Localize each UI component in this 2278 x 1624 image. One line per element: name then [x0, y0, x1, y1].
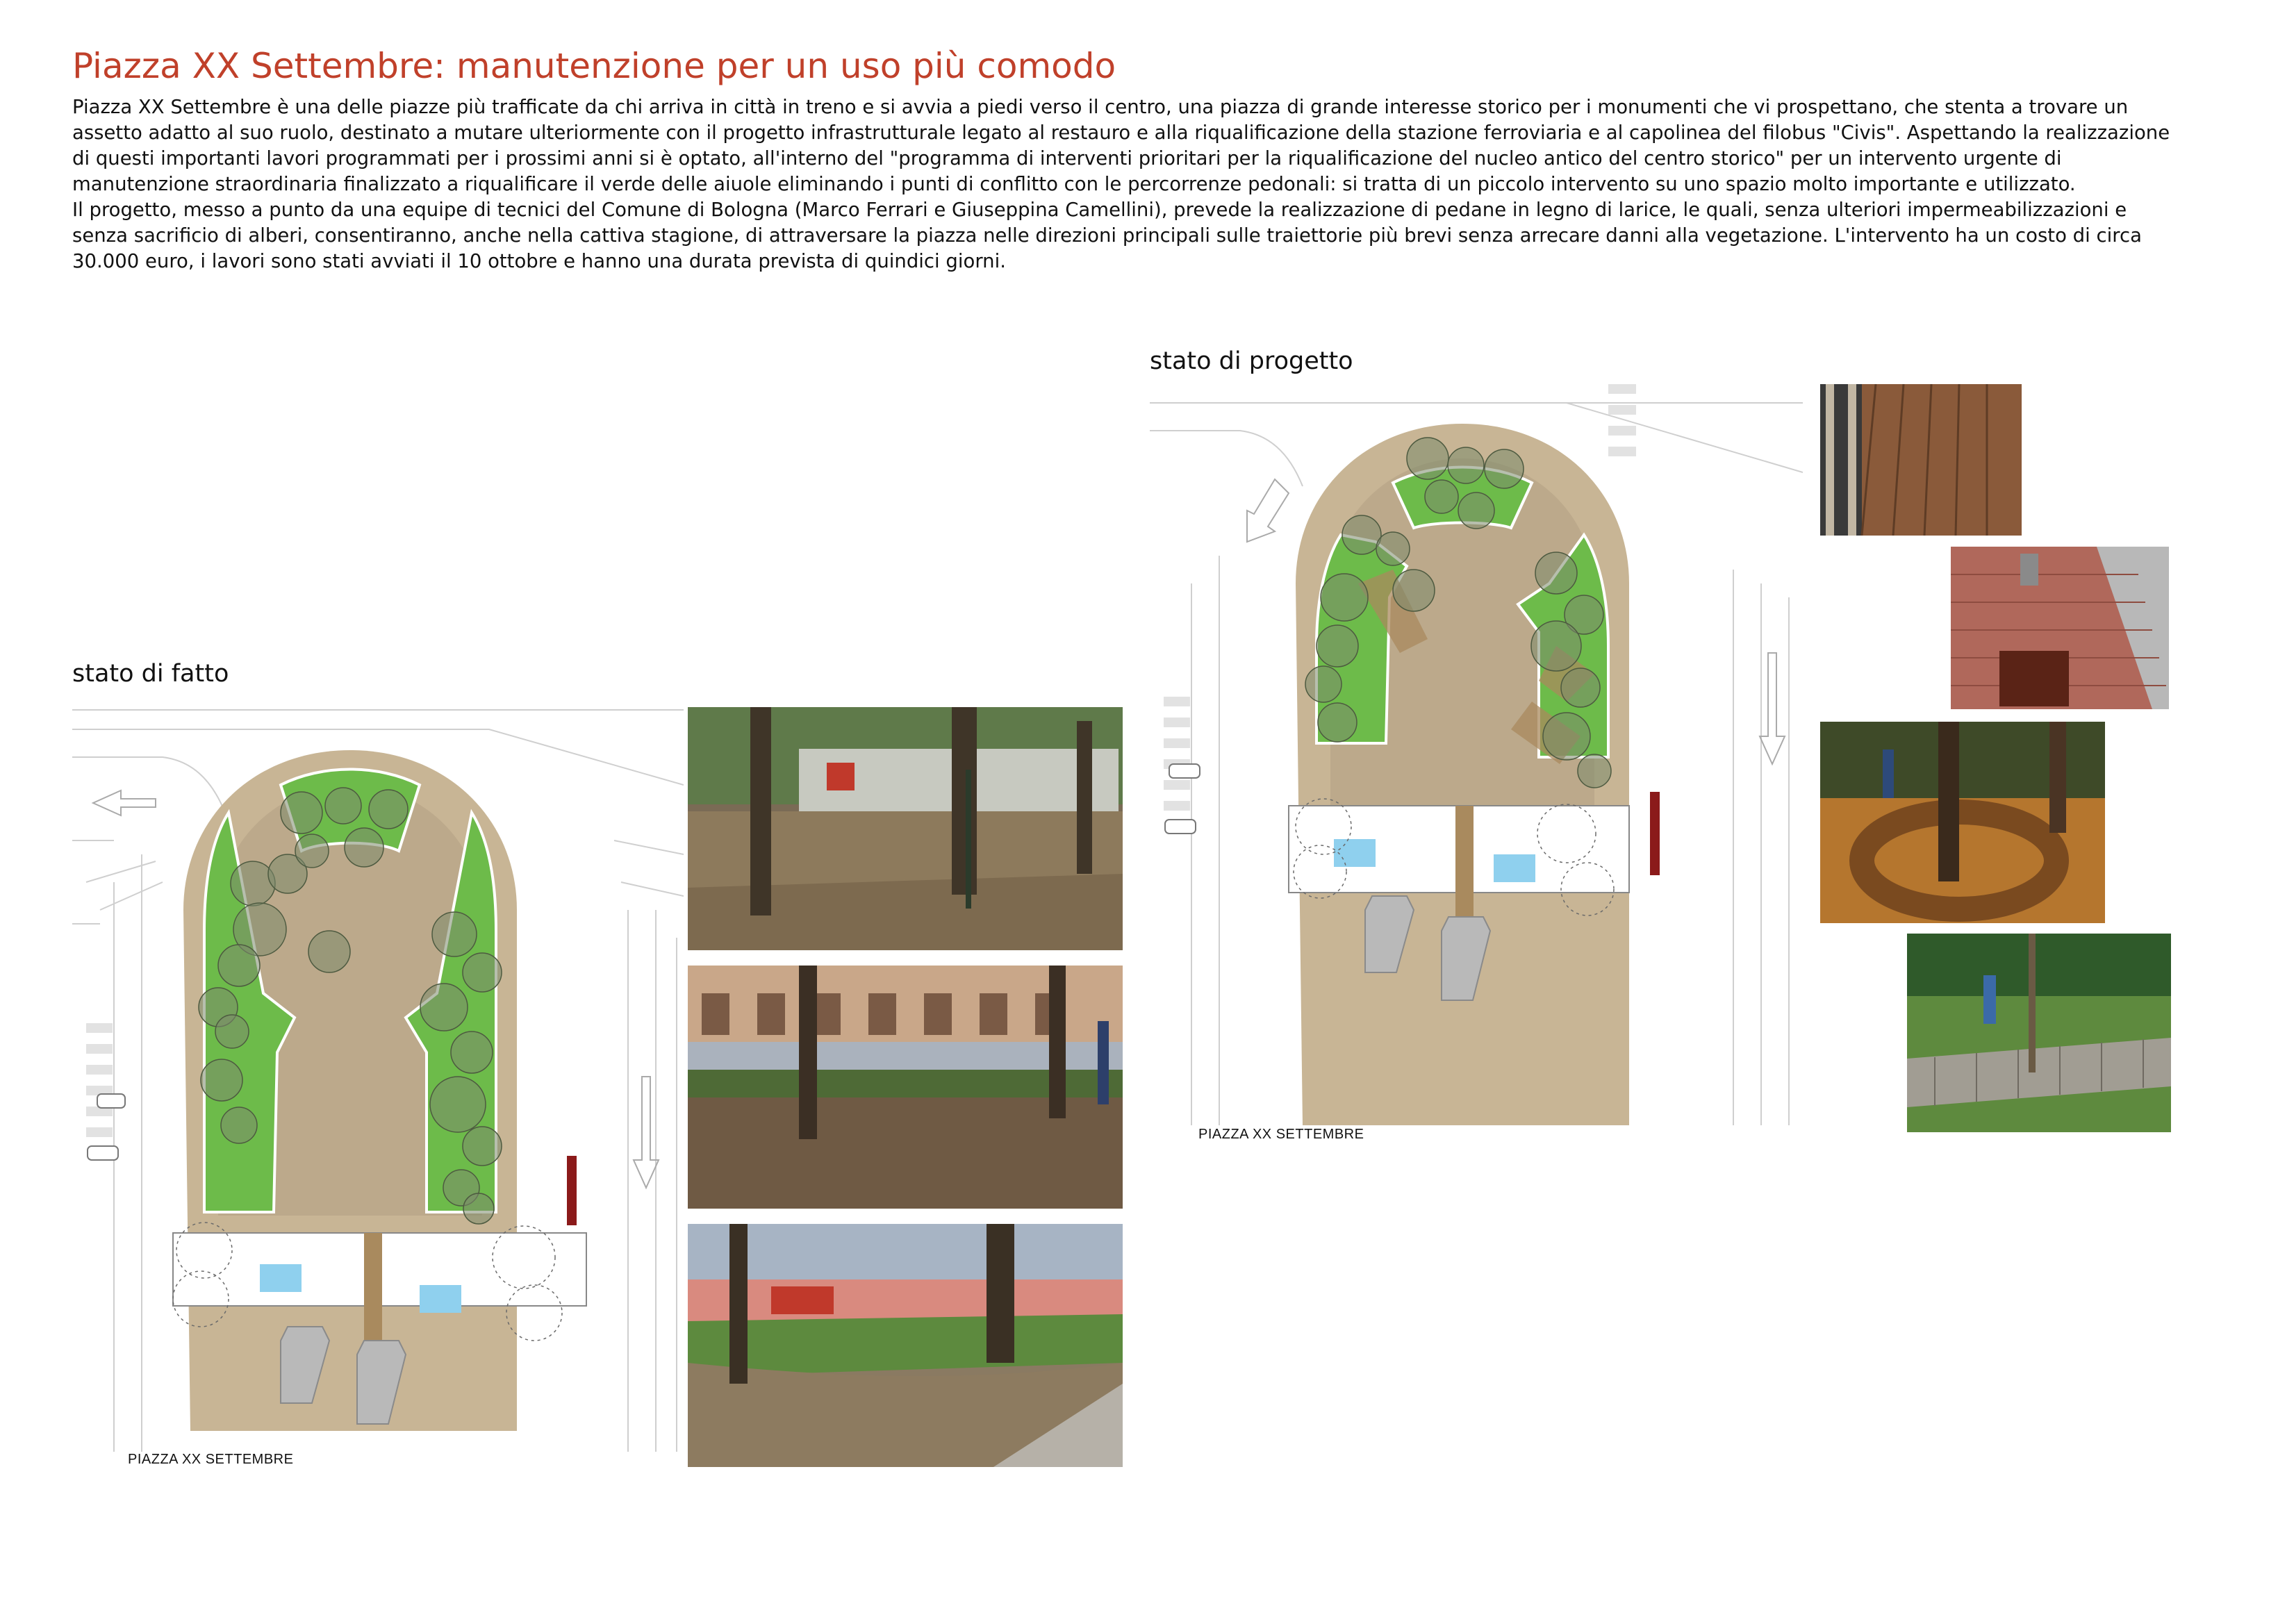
- existing-photo-1: [688, 707, 1123, 950]
- project-photo-deck-bench: [1951, 547, 2169, 709]
- page-title: Piazza XX Settembre: manutenzione per un uso più comodo: [72, 46, 1116, 86]
- project-plan: [1150, 375, 1803, 1146]
- project-plan-caption: PIAZZA XX SETTEMBRE: [1198, 1127, 1364, 1142]
- existing-photo-3: [688, 1224, 1123, 1467]
- existing-plan-caption: PIAZZA XX SETTEMBRE: [128, 1452, 294, 1467]
- existing-plan-drawing: [72, 702, 684, 1473]
- stato-di-fatto-label: stato di fatto: [72, 660, 229, 688]
- existing-photo-2: [688, 966, 1123, 1209]
- intro-text: [72, 94, 2184, 274]
- intro-paragraph-1: Piazza XX Settembre è una delle piazze più trafficate da chi arriva in città in treno e si avvia a piedi verso il centro, una piazza di grande interesse storico per i monumenti che vi prospettano, che stenta a trovare un assetto adatto al suo ruolo, destinato a mutare ulteriormente con il progetto infrastrutturale legato al restauro e alla riqualificazione della stazione ferroviaria e al capolinea del filobus "Civis". Aspettando la realizzazione di questi importanti lavori programmati per i prossimi anni si è optato, all'interno del "programma di interventi prioritari per la riqualificazione del nucleo antico del centro storico" per un intervento urgente di manutenzione straordinaria finalizzato a riqualificare il verde delle aiuole eliminando i punti di conflitto con le percorrenze pedonali: si tratta di un piccolo intervento su uno spazio molto importante e utilizzato.: [72, 96, 2170, 195]
- project-photo-circular-bench: [1820, 722, 2105, 923]
- project-photo-boardwalk-construction: [1820, 384, 2022, 536]
- intro-paragraph-2: Il progetto, messo a punto da una equipe di tecnici del Comune di Bologna (Marco Ferrari e Giuseppina Camellini), prevede la realizzazione di pedane in legno di larice, le quali, senza ulteriori impermeabilizzazioni e senza sacrificio di alberi, consentiranno, anche nella cattiva stagione, di attraversare la piazza nelle direzioni principali sulle traiettorie più brevi senza arrecare danni alla vegetazione. L'intervento ha un costo di circa 30.000 euro, i lavori sono stati avviati il 10 ottobre e hanno una durata prevista di quindici giorni.: [72, 199, 2142, 272]
- stato-di-progetto-label: stato di progetto: [1150, 347, 1353, 375]
- project-plan-drawing: [1150, 375, 1803, 1146]
- project-photo-wooden-path: [1907, 934, 2171, 1132]
- existing-plan: [72, 702, 684, 1473]
